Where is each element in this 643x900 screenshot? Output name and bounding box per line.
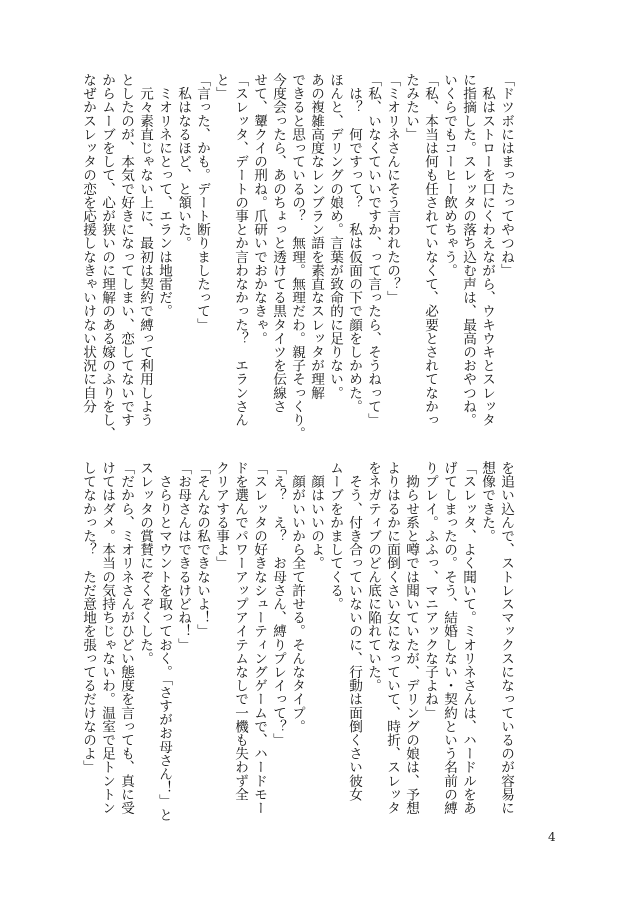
- text-line: に指摘した。スレッタの落ち込む声は、最高のおやつね。: [460, 73, 476, 427]
- text-line: 今度会ったら、あのちょっと透けてる黒タイツを伝線さ: [270, 73, 286, 413]
- text-line: よりはるかに面倒くさい女になっていて、時折、スレッタ: [384, 461, 400, 815]
- text-line: クリアする事よ」: [213, 461, 229, 570]
- text-line: 顔はいいのよ。: [308, 461, 324, 570]
- text-line: 「お母さんはできるけどね！」: [175, 461, 191, 652]
- text-line: たみたい」: [403, 73, 419, 141]
- text-line: 「言った、かも。デート断りましたって」: [194, 73, 210, 332]
- text-line: りプレイ。ふふっ、マニアックな子よね」: [422, 461, 438, 720]
- text-line: 想像できた。: [479, 461, 495, 543]
- text-line: 「ドツボにはまったってやつね」: [498, 73, 514, 277]
- page-number: 4: [548, 830, 556, 844]
- text-line: と」: [213, 73, 229, 101]
- text-line: げてしまったの。そう、結婚しない・契約という名前の縛: [441, 461, 457, 815]
- text-line: ほんと、デリングの娘め。言葉が致命的に足りない。: [327, 73, 343, 400]
- text-line: ミオリネにとって、エランは地雷だ。: [156, 73, 172, 318]
- text-line: をネガティブのどん底に陥れていた。: [365, 461, 381, 693]
- upper-text-block: [80, 73, 515, 441]
- text-line: 「だから、ミオリネさんがひどい態度を言っても、真に受: [118, 461, 134, 815]
- text-line: いくらでもコーヒー飲めちゃう。: [441, 73, 457, 277]
- text-line: からムーブをして、心が狭いのに理解のある嫁のふりをし、: [99, 73, 115, 441]
- text-line: そう、付き合っていないのに、行動は面倒くさい彼女: [346, 461, 362, 801]
- text-line: けてはダメ。本当の気持ちじゃないわ。温室で足トントン: [99, 461, 115, 815]
- text-line: 「スレッタ、よく聞いて。ミオリネさんは、ハードルをあ: [460, 461, 476, 815]
- text-line: なぜかスレッタの恋を応援しなきゃいけない状況に自分: [80, 73, 96, 413]
- text-line: ドを選んでパワーアップアイテムなしで一機も失わず全: [232, 461, 248, 801]
- text-line: 私はストローを口にくわえながら、ウキウキとスレッタ: [479, 73, 495, 427]
- text-line: を追い込んで、ストレスマックスになっているのが容易に: [498, 461, 514, 815]
- text-line: 元々素直じゃない上に、最初は契約で縛って利用しよう: [137, 73, 153, 427]
- lower-text-block: [80, 461, 515, 822]
- text-line: 「スレッタ、デートの事とか言わなかった？ エランさん: [232, 73, 248, 427]
- text-line: 「スレッタの好きなシューティングゲームで、ハードモー: [251, 461, 267, 815]
- text-line: あの複雑高度なレンブラン語を素直なスレッタが理解: [308, 73, 324, 400]
- text-line: スレッタの賞賛にぞくぞくした。: [137, 461, 153, 665]
- text-line: できると思っているの？ 無理。無理だわ。親子そっくり。: [289, 73, 305, 441]
- text-line: 「私、本当は何も任されていなくて、必要とされてなかっ: [422, 73, 438, 427]
- text-line: 私はなるほど、と頷いた。: [175, 73, 191, 250]
- text-line: は？ 何ですって？ 私は仮面の下で顔をしかめた。: [346, 73, 362, 413]
- text-line: 「私、いなくていいですか、って言ったら、そうねって」: [365, 73, 381, 427]
- text-line: してなかった？ ただ意地を張ってるだけなのよ」: [80, 461, 96, 774]
- text-line: さらりとマウントを取っておく。「さすがお母さん！」と: [156, 461, 172, 822]
- text-line: 「ミオリネさんにそう言われたの？」: [384, 73, 400, 305]
- text-line: 「え？ え？ お母さん、縛りプレイって？」: [270, 461, 286, 747]
- text-line: 顔がいいから全て許せる。そんなタイプ。: [289, 461, 305, 733]
- text-line: としたのが、本気で好きになってしまい、恋してないです: [118, 73, 134, 427]
- text-line: 拗らせ系と噂では聞いていたが、デリングの娘は、予想: [403, 461, 419, 815]
- text-line: 「そんなの私できないよ！」: [194, 461, 210, 638]
- text-line: ムーブをかましてくる。: [327, 461, 343, 611]
- text-line: せて、顰クイの刑ね。爪研いでおかなきゃ。: [251, 73, 267, 345]
